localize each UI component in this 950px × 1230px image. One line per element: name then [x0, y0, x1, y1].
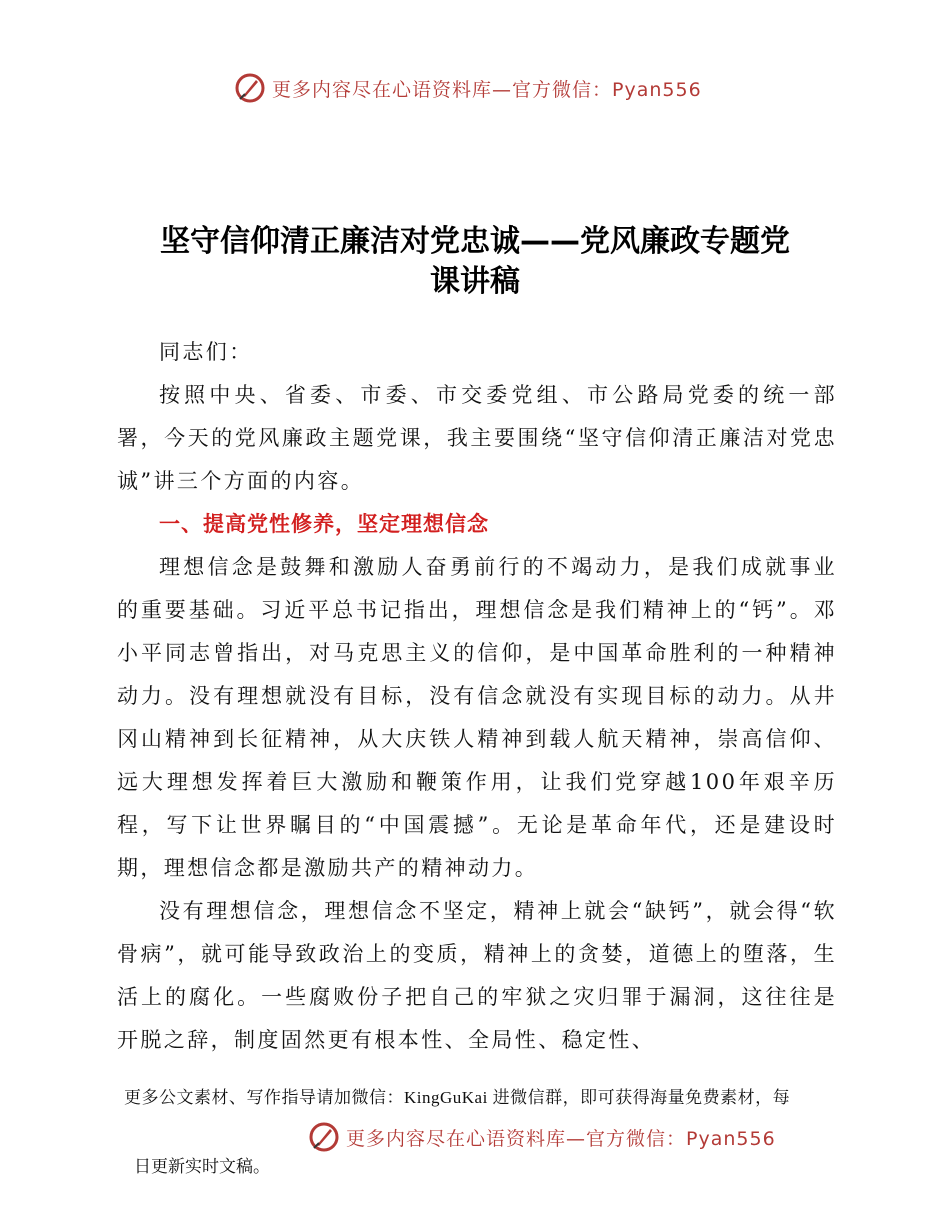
watermark-bottom — [308, 1121, 776, 1153]
title-line-2: 课讲稿 — [430, 264, 520, 299]
feather-pen-logo-icon — [308, 1121, 340, 1153]
footer-note-line-1: 更多公文素材、写作指导请加微信：KingGuKai 进微信群，即可获得海量免费素材，每 — [124, 1088, 791, 1107]
footer-note-line-2: 日更新实时文稿。 — [134, 1157, 270, 1176]
document-title — [100, 222, 850, 302]
body-paragraph: 理想信念是鼓舞和激励人奋勇前行的不竭动力，是我们成就事业的重要基础。习近平总书记指出，理想信念是我们精神上的“钙”。邓小平同志曾指出，对马克思主义的信仰，是中国革命胜利的一种精神动力。没有理想就没有目标，没有信念就没有实现目标的动力。从井冈山精神到长征精神，从大庆铁人精神到载人航天精神，崇高信仰、远大理想发挥着巨大激励和鞭策作用，让我们党穿越100年艰辛历程，写下让世界瞩目的“中国震撼”。无论是革命年代，还是建设时期，理想信念都是激励共产的精神动力。 — [117, 555, 837, 880]
body-paragraph: 没有理想信念，理想信念不坚定，精神上就会“缺钙”，就会得“软骨病”，就可能导致政治上的变质，精神上的贪婪，道德上的堕落，生活上的腐化。一些腐败份子把自己的牢狱之灾归罪于漏洞，这往往是开脱之辞，制度固然更有根本性、全局性、稳定性、 — [117, 899, 837, 1052]
watermark-text: 更多内容尽在心语资料库—官方微信：Pyan556 — [272, 78, 702, 101]
title-line-1: 坚守信仰清正廉洁对党忠诚——党风廉政专题党 — [160, 224, 790, 259]
watermark-top — [234, 72, 702, 104]
salutation: 同志们： — [159, 340, 253, 364]
feather-pen-logo-icon — [234, 72, 266, 104]
section-heading-1: 一、提高党性修养，坚定理想信念 — [159, 512, 489, 536]
document-body — [117, 331, 837, 1062]
watermark-text: 更多内容尽在心语资料库—官方微信：Pyan556 — [346, 1127, 776, 1150]
intro-paragraph: 按照中央、省委、市委、市交委党组、市公路局党委的统一部署，今天的党风廉政主题党课，我主要围绕“坚守信仰清正廉洁对党忠诚”讲三个方面的内容。 — [117, 383, 837, 493]
